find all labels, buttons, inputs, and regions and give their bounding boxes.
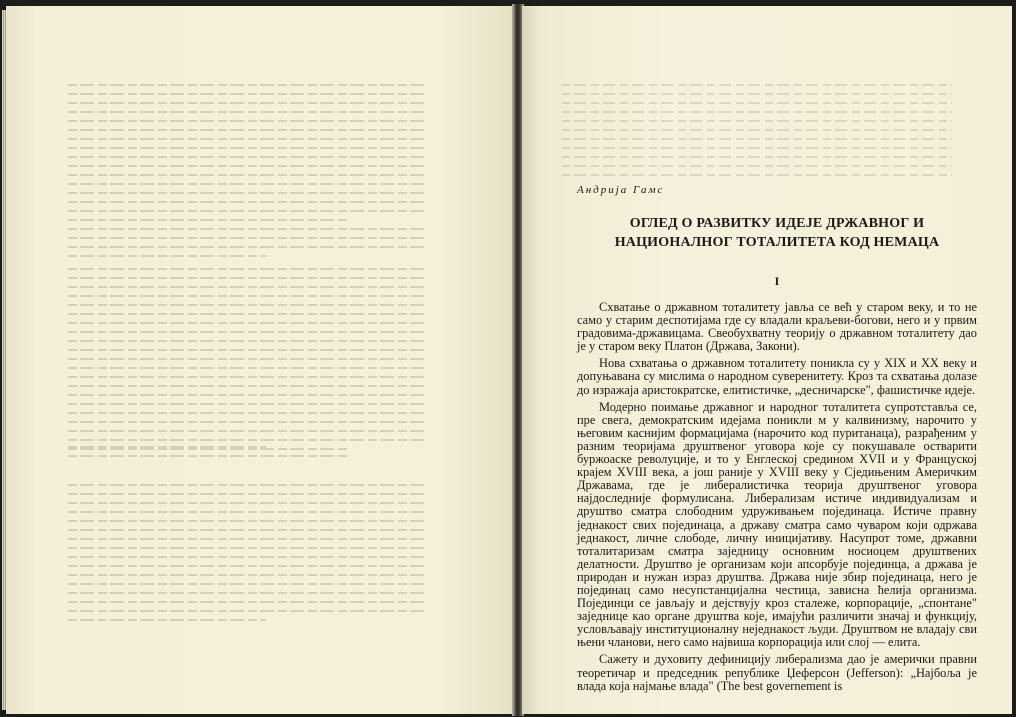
- show-through-text-block-3: [68, 446, 428, 464]
- show-through-text-right: [562, 84, 952, 183]
- article-content: [577, 184, 977, 693]
- left-page: [6, 6, 514, 714]
- paragraph: Модерно поимање државног и народног тоталитета супротставља се, пре свега, демократским идејама поникли м у калвинизму, нарочито у његовим каснијим формацијама (нарочито код пуританаца), разрађеним у разним теоријама друштвеног уговора које су покушавале остварити буржоаске револуције, и то у Енглеској средином XVII и у Француској крајем XVIII века, а још раније у XVIII веку у Сједињеним Америчким Државама, где је либералистичка теорија друштвеног уговора најдоследније формулисана. Либерализам истиче индивидуализам и друштво сматра слободним удруживањем појединаца. Истиче правну једнакост свих појединаца, а државу сматра само чуваром који одржава једнакост, личне слободе, личну иницијативу. Насупрот томе, државни тоталитаризам сматра заједницу основним носиоцем друштвених делатности. Друштво је организам који апсорбује појединца, а држава је природан и нужан израз друштва. Држава није збир појединаца, него је појединац само несупстанцијална честица, зависна ћелија организма. Појединци се јављају и дејствују кроз сталеже, корпорације, „спонтане" заједнице као органе друштва које, имајући различити значај и функцију, условљавају институционалну неједнакост људи. Друштвом не владају сви њени чланови, него само највиша корпорација или слој — елита.: [577, 399, 977, 650]
- article-title: ОГЛЕД О РАЗВИТКУ ИДЕЈЕ ДРЖАВНОГ И НАЦИОНАЛНОГ ТОТАЛИТЕТА КОД НЕМАЦА: [614, 216, 940, 250]
- show-through-text-block-1: [68, 84, 428, 264]
- paragraph: Нова схватања о државном тоталитету поникла су у XIX и XX веку и допуњавана су мислима о народном суверенитету. Кроз та схватања долазе до изражаја аристократске, елитистичке, „десничарске", фашистичке идеје.: [577, 356, 977, 397]
- section-number: I: [774, 274, 780, 288]
- paragraph: Сажету и духовиту дефиницију либерализма дао је амерички правни теоретичар и председник републике Џеферсон (Jefferson): „Најбоља је влада која најмање влада" (The best governement is: [577, 652, 977, 693]
- show-through-text-block-2: [68, 268, 428, 457]
- author-name: Андрија Гамс: [577, 184, 665, 196]
- right-page: [522, 6, 1012, 714]
- show-through-text-block-4: [68, 484, 428, 628]
- paragraph: Схватање о државном тоталитету јавља се већ у старом веку, и то не само у старим деспотијама где су владали краљеви-богови, него и у првим градовима-државицама. Свеобухватну теорију о државном тоталитету дао је у старом веку Платон (Држава, Закони).: [577, 300, 977, 354]
